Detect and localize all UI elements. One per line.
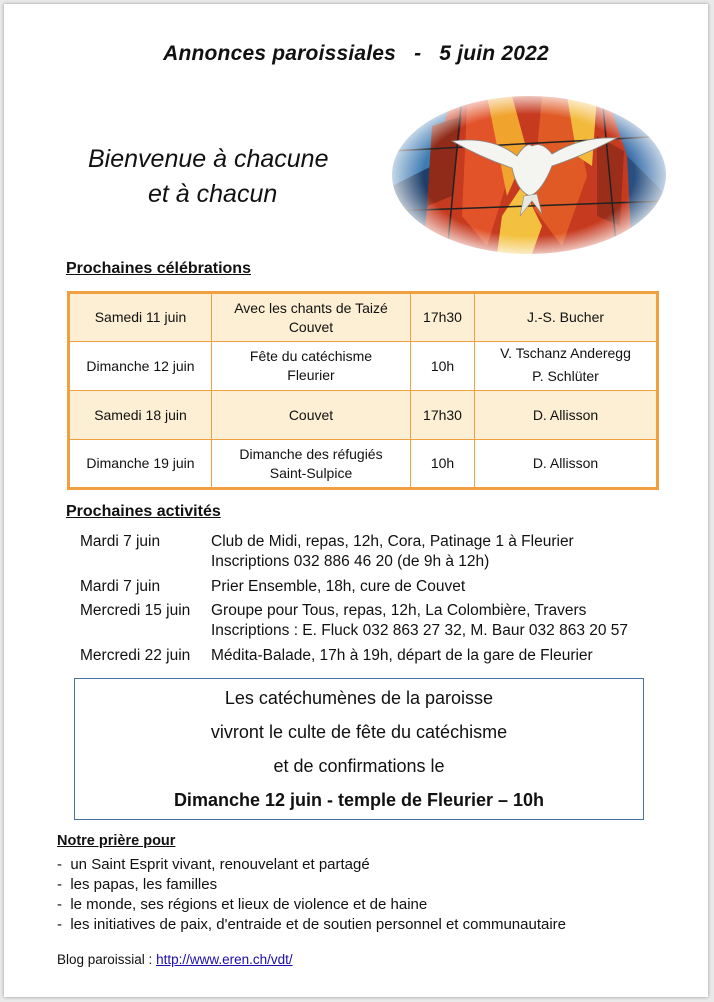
table-cell-time: 17h30 bbox=[411, 293, 475, 342]
activity-desc-line-1: Groupe pour Tous, repas, 12h, La Colombière, Travers bbox=[211, 602, 587, 619]
table-cell-day: Samedi 11 juin bbox=[69, 293, 212, 342]
table-cell-day: Dimanche 19 juin bbox=[69, 440, 212, 489]
activity-desc-line-1: Club de Midi, repas, 12h, Cora, Patinage 1 à Fleurier bbox=[211, 533, 574, 550]
table-cell-person: J.-S. Bucher bbox=[475, 293, 658, 342]
table-cell-event: Couvet bbox=[212, 391, 411, 440]
activity-description: Médita-Balade, 17h à 19h, départ de la gare de Fleurier bbox=[211, 646, 593, 664]
table-cell-person bbox=[475, 342, 658, 391]
person-line-1: V. Tschanz Anderegg bbox=[500, 344, 631, 361]
list-item bbox=[80, 646, 628, 666]
person-line-2: P. Schlüter bbox=[532, 367, 599, 384]
welcome-line-2: et à chacun bbox=[148, 180, 278, 208]
activity-desc-line-2: Inscriptions : E. Fluck 032 863 27 32, M. Baur 032 863 20 57 bbox=[211, 622, 629, 639]
celebrations-heading: Prochaines célébrations bbox=[66, 260, 251, 277]
announcement-box bbox=[74, 678, 644, 820]
page-title bbox=[4, 42, 708, 66]
prayer-item: - les papas, les familles bbox=[57, 875, 566, 895]
activity-description bbox=[211, 532, 574, 572]
table-cell-time: 10h bbox=[411, 440, 475, 489]
blog-line bbox=[57, 952, 293, 967]
announcement-line-1: Les catéchumènes de la paroisse bbox=[224, 688, 494, 708]
table-cell-day: Samedi 18 juin bbox=[69, 391, 212, 440]
activity-date: Mercredi 15 juin bbox=[80, 602, 191, 619]
table-cell-time: 17h30 bbox=[411, 391, 475, 440]
prayer-heading: Notre prière pour bbox=[57, 833, 176, 849]
announcement-line-4: Dimanche 12 juin - temple de Fleurier – 10h bbox=[173, 790, 545, 810]
activity-description: Prier Ensemble, 18h, cure de Couvet bbox=[211, 577, 466, 595]
stained-glass-dove-image bbox=[392, 96, 667, 254]
prayer-item: - les initiatives de paix, d'entraide et de soutien personnel et communautaire bbox=[57, 915, 566, 935]
prayer-item: - le monde, ses régions et lieux de violence et de haine bbox=[57, 895, 566, 915]
event-line-1: Dimanche des réfugiés bbox=[239, 445, 383, 462]
welcome-text bbox=[88, 142, 388, 212]
announcement-line-2: vivront le culte de fête du catéchisme bbox=[210, 722, 508, 742]
activity-description bbox=[211, 601, 628, 641]
table-cell-time: 10h bbox=[411, 342, 475, 391]
event-line-1: Fête du catéchisme bbox=[249, 348, 373, 364]
table-cell-person: D. Allisson bbox=[475, 391, 658, 440]
activity-desc-line-2: Inscriptions 032 886 46 20 (de 9h à 12h) bbox=[211, 553, 490, 570]
list-item bbox=[80, 577, 628, 597]
activity-date: Mercredi 22 juin bbox=[80, 646, 191, 664]
activity-date: Mardi 7 juin bbox=[80, 533, 161, 550]
table-cell-person: D. Allisson bbox=[475, 440, 658, 489]
blog-link[interactable]: http://www.eren.ch/vdt/ bbox=[156, 952, 293, 967]
table-cell-day: Dimanche 12 juin bbox=[69, 342, 212, 391]
blog-label: Blog paroissial : bbox=[57, 952, 157, 967]
event-line-1: Avec les chants de Taizé bbox=[234, 299, 388, 316]
announcement-line-3: et de confirmations le bbox=[273, 756, 445, 776]
event-line-2: Fleurier bbox=[287, 367, 335, 383]
table-row bbox=[69, 440, 658, 489]
celebrations-table bbox=[67, 291, 659, 490]
table-row bbox=[69, 342, 658, 391]
prayer-list bbox=[57, 855, 566, 935]
activities-heading: Prochaines activités bbox=[66, 503, 221, 520]
table-cell-event bbox=[212, 293, 411, 342]
table-row bbox=[69, 293, 658, 342]
activities-list bbox=[80, 532, 628, 670]
event-line-2: Saint-Sulpice bbox=[269, 464, 353, 481]
list-item bbox=[80, 601, 628, 641]
title-dash: - bbox=[414, 42, 422, 65]
title-main: Annonces paroissiales bbox=[163, 42, 397, 65]
welcome-line-1: Bienvenue à chacune bbox=[88, 145, 329, 173]
title-date: 5 juin 2022 bbox=[439, 42, 549, 65]
table-row bbox=[69, 391, 658, 440]
activity-date: Mardi 7 juin bbox=[80, 577, 161, 595]
prayer-item: - un Saint Esprit vivant, renouvelant et partagé bbox=[57, 855, 566, 875]
event-line-2: Couvet bbox=[288, 318, 334, 335]
list-item bbox=[80, 532, 628, 572]
table-cell-event bbox=[212, 440, 411, 489]
document-page bbox=[4, 4, 708, 997]
table-cell-event bbox=[212, 342, 411, 391]
